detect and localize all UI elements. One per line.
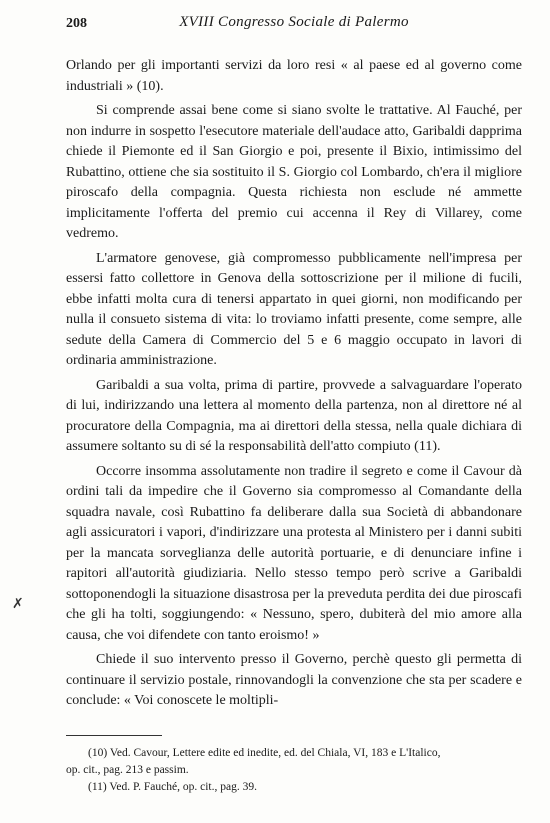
footnote-10: (10) Ved. Cavour, Lettere edite ed inedite, ed. del Chiala, VI, 183 e L'Italico, bbox=[88, 747, 441, 759]
paragraph-4: Garibaldi a sua volta, prima di partire, provvede a salvaguardare l'operato di lui, indirizzando una lettera al momento della partenza, non al direttore né al procuratore della Compagnia, ma ai direttori della stessa, nella quale dichiara di assumere soltanto su di sé la responsabilità dell'atto compiuto (11). bbox=[66, 377, 522, 454]
paragraph-2: Si comprende assai bene come si siano svolte le trattative. Al Fauché, per non indurre in sospetto l'esecutore materiale dell'audace atto, Garibaldi dapprima chiede il Piemonte ed il San Giorgio e poi, presente il Bixio, intimissimo del Rubattino, ottiene che sia sostituito il S. Giorgio col Lombardo, ch'era il migliore piroscafo della compagnia. Questa richiesta non esclude né ammette implicitamente l'offerta del premio cui accenna il Rey di Villarey, come vedremo. bbox=[66, 103, 522, 241]
paragraph-5: Occorre insomma assolutamente non tradire il segreto e come il Cavour dà ordini tali da impedire che il Governo sia compromesso al Comandante della squadra navale, così Rubattino fa deliberare dalla sua Società di abbandonare agli assicuratori i vapori, d'indirizzare una protesta al Ministero per i danni subiti per la mancata sorveglianza delle autorità portuarie, e di denunciare infine i rapitori all'autorità giudiziaria. Nello stesso tempo però scrive a Garibaldi sottoponendogli la situazione disastrosa per la preveduta perdita dei due piroscafi che gli ha tolti, soggiungendo: « Nessuno, spero, dubiterà del mio amore alla causa, che voi difendete con tanto eroismo! » bbox=[66, 463, 522, 643]
footnote-10-continued: op. cit., pag. 213 e passim. bbox=[66, 764, 189, 776]
page-header bbox=[66, 14, 522, 38]
paragraph-3: L'armatore genovese, già compromesso pubblicamente nell'impresa per essersi fatto collettore in Genova della sottoscrizione per il milione di fucili, ebbe infatti molta cura di tenersi appartato in quei giorni, non modificando per nulla il consueto sistema di vita: lo troviamo infatti presente, come sempre, alle sedute della Camera di Commercio del 5 e 6 maggio occupato in lavori di ordinaria amministrazione. bbox=[66, 250, 522, 368]
footnote-11: (11) Ved. P. Fauché, op. cit., pag. 39. bbox=[88, 781, 257, 793]
running-title: XVIII Congresso Sociale di Palermo bbox=[179, 14, 409, 30]
margin-annotation-mark: ✗ bbox=[12, 597, 24, 612]
page-number: 208 bbox=[66, 16, 87, 31]
paragraph-6: Chiede il suo intervento presso il Governo, perchè questo gli permetta di continuare il servizio postale, rinnovandogli la convenzione che sta per scadere e conclude: « Voi conoscete le moltipli- bbox=[66, 652, 522, 708]
paragraph-1: Orlando per gli importanti servizi da loro resi « al paese ed al governo come industriali » (10). bbox=[66, 58, 522, 94]
body-text bbox=[66, 56, 522, 712]
footnote-divider bbox=[66, 735, 162, 736]
footnotes bbox=[66, 745, 522, 796]
